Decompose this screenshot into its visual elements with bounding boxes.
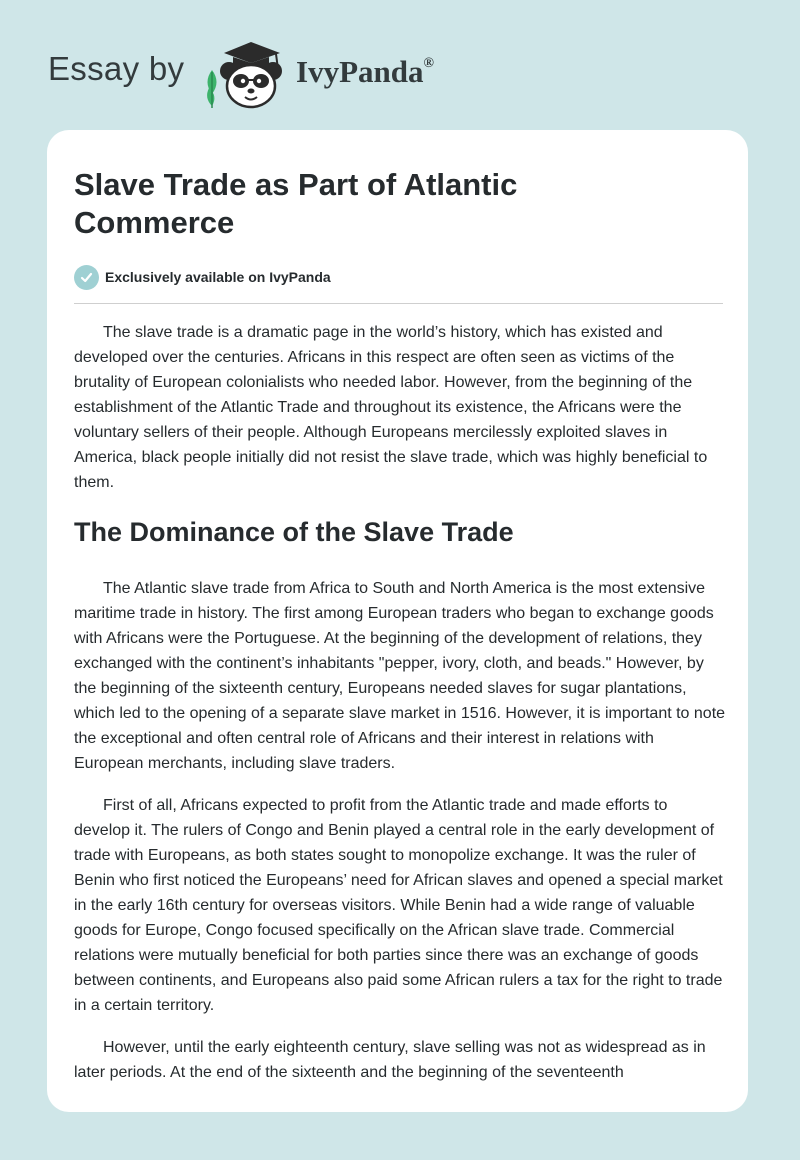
intro-paragraph: The slave trade is a dramatic page in the world’s history, which has existed and developed over the centuries. Africans in this respect are often seen as victims of the brutality of European colonialists who needed labor. However, from the beginning of the establishment of the Atlantic Trade and throughout its existence, the Africans were the voluntary sellers of their people. Although Europeans mercilessly exploited slaves in America, black people initially did not resist the slave trade, which was highly beneficial to them. <box>74 324 708 491</box>
site-header <box>0 0 800 130</box>
essay-body <box>74 320 726 1102</box>
exclusive-badge <box>74 264 331 290</box>
badge-label: Exclusively available on IvyPanda <box>105 269 331 285</box>
brand-name-text: IvyPanda <box>296 54 424 89</box>
registered-mark: ® <box>423 56 434 71</box>
essay-card <box>47 130 748 1112</box>
body-paragraph: First of all, Africans expected to profit from the Atlantic trade and made efforts to develop it. The rulers of Congo and Benin played a central role in the early development of trade with Europeans, as both states sought to monopolize exchange. It was the ruler of Benin who first noticed the Europeans’ need for African slaves and opened a special market in the early 16th century for overseas visitors. While Benin had a wide range of valuable goods for Europe, Congo focused specifically on the African slave trade. Commercial relations were mutually beneficial for both parties since there was an exchange of goods between continents, and Europeans also paid some African rulers a tax for the right to trade in a certain territory. <box>74 797 723 1014</box>
body-paragraph: However, until the early eighteenth century, slave selling was not as widespread as in later periods. At the end of the sixteenth and the beginning of the seventeenth <box>74 1039 706 1081</box>
panda-logo-icon[interactable] <box>200 36 294 110</box>
section-heading: The Dominance of the Slave Trade <box>74 517 514 547</box>
check-icon <box>74 265 99 290</box>
body-paragraph: The Atlantic slave trade from Africa to South and North America is the most extensive maritime trade in history. The first among European traders who began to exchange goods with Africans were the Portuguese. At the beginning of the development of relations, they exchanged with the continent’s inhabitants "pepper, ivory, cloth, and beads." However, by the beginning of the sixteenth century, Europeans needed slaves for sugar plantations, which led to the opening of a separate slave market in 1516. However, it is important to note the exceptional and often central role of Africans and their interest in relations with European merchants, including slave traders. <box>74 580 726 772</box>
divider <box>74 303 723 304</box>
essay-by-label: Essay by <box>48 50 185 87</box>
essay-title: Slave Trade as Part of Atlantic Commerce <box>74 167 518 240</box>
brand-name[interactable] <box>296 54 434 90</box>
